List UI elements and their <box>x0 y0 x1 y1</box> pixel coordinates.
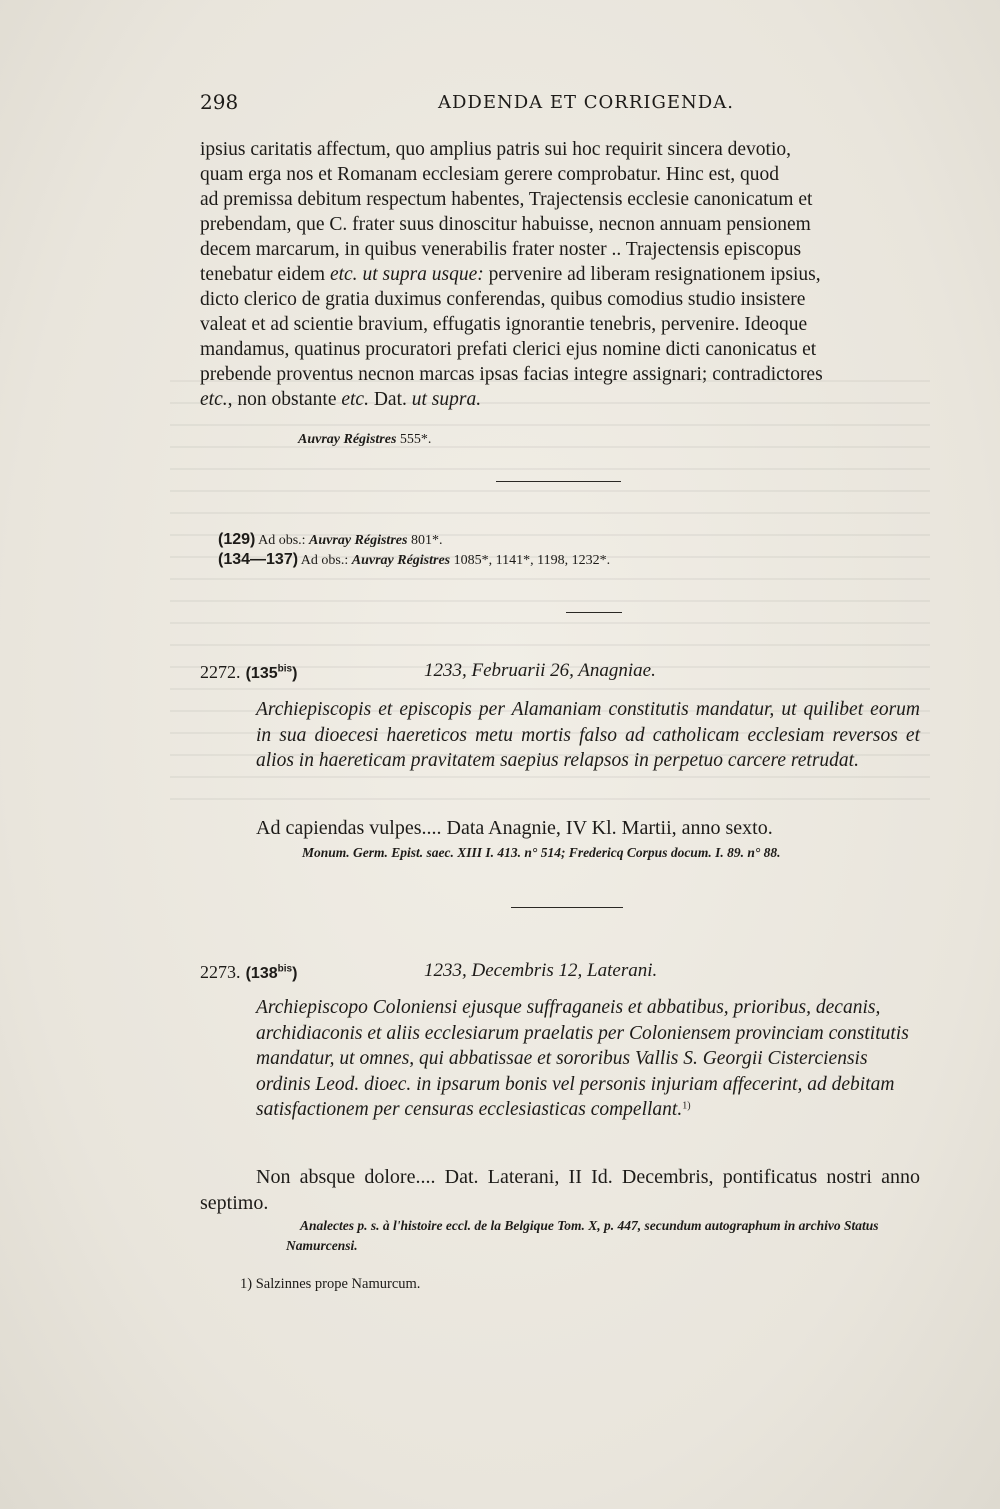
entry-2272-date: 1233, Februarii 26, Anagniae. <box>424 660 656 681</box>
text-run-italic: ut supra usque: <box>357 264 484 285</box>
entry-2273-heading <box>200 962 297 983</box>
entry-ref-main: (135 <box>245 665 278 682</box>
text-run: tenebatur eidem <box>200 264 330 285</box>
source-number: 555*. <box>396 432 432 447</box>
obs-prefix: Ad obs.: <box>298 553 352 568</box>
divider-rule <box>511 907 623 908</box>
entry-2272-source: Monum. Germ. Epist. saec. XIII I. 413. n° 514; Fredericq Corpus docum. I. 89. n° 88. <box>302 845 781 860</box>
entry-2272-incipit: Ad capiendas vulpes.... Data Anagnie, IV Kl. Martii, anno sexto. <box>256 817 773 839</box>
intro-line: valeat et ad scientie bravium, effugatis ignorantie tenebris, pervenire. Ideoque <box>200 314 808 335</box>
divider-rule <box>496 481 621 482</box>
divider-rule-short <box>566 612 622 613</box>
obs-refs: 801*. <box>407 533 443 548</box>
entry-2273-incipit: Non absque dolore.... Dat. Laterani, II Id. Decembris, pontificatus nostri anno septimo. <box>200 1166 920 1214</box>
text-run: Dat. <box>368 389 412 410</box>
obs-refs: 1085*, 1141*, 1198, 1232*. <box>450 553 611 568</box>
text-run-italic: etc. <box>200 389 228 410</box>
footnote-marker: 1) <box>682 1100 691 1112</box>
entry-ref-close: ) <box>292 965 298 982</box>
text-run: , non obstante <box>227 389 342 410</box>
obs-line-134 <box>218 551 610 569</box>
text-run-italic: ut supra. <box>411 389 482 410</box>
entry-2273-summary-block <box>256 995 920 1123</box>
running-title: ADDENDA ET CORRIGENDA. <box>438 92 734 113</box>
text-run-italic: etc. <box>341 389 369 410</box>
entry-ref-main: (138 <box>245 965 278 982</box>
obs-number: (134—137) <box>218 551 299 568</box>
intro-line-6 <box>200 262 920 287</box>
obs-line-129 <box>218 531 442 549</box>
text-run-italic: etc. <box>329 264 358 285</box>
footnote-mark: 1) <box>240 1276 253 1292</box>
obs-source: Auvray Régistres <box>351 553 451 568</box>
intro-line: decem marcarum, in quibus venerabilis frater noster .. Trajectensis episcopus <box>200 239 802 260</box>
intro-line: mandamus, quatinus procuratori prefati clerici ejus nomine dicti canonicatus et <box>200 339 817 360</box>
entry-2273-date: 1233, Decembris 12, Laterani. <box>424 960 658 981</box>
entry-ref <box>246 965 298 982</box>
obs-prefix: Ad obs.: <box>255 533 310 548</box>
intro-line: prebende proventus necnon marcas ipsas facias integre assignari; contradictores <box>200 364 823 385</box>
obs-number: (129) <box>218 531 256 548</box>
intro-line: prebendam, que C. frater suus dinoscitur habuisse, necnon annuam pensionem <box>200 214 811 235</box>
source-citation: Auvray Régistres <box>298 432 397 447</box>
entry-2273-summary: Archiepiscopo Coloniensi ejusque suffraganeis et abbatibus, prioribus, decanis, archidiaconis et aliis ecclesiarum praelatis per Coloniensem provinciam constitutis mandatur, ut omnes, qui abbatissae et sororibus Vallis S. Georgii Cisterciensis ordinis Leod. dioec. in ipsarum bonis vel personis injuriam affecerint, ad debitam satisfactionem per censuras ecclesiasticas compellant. <box>256 997 909 1120</box>
page-number: 298 <box>200 90 239 114</box>
footnote-text: Salzinnes prope Namurcum. <box>252 1276 421 1292</box>
intro-line: ad premissa debitum respectum habentes, Trajectensis ecclesie canonicatum et <box>200 189 813 210</box>
text-run: pervenire ad liberam resignationem ipsius, <box>483 264 821 285</box>
entry-ref-sup: bis <box>277 663 293 675</box>
footnote <box>240 1276 420 1293</box>
entry-ref <box>246 665 298 682</box>
entry-number: 2273. <box>200 962 241 982</box>
intro-line: ipsius caritatis affectum, quo amplius patris sui hoc requirit sincera devotio, <box>200 139 791 160</box>
obs-source: Auvray Régistres <box>309 533 408 548</box>
entry-2272-summary: Archiepiscopis et episcopis per Alamaniam constitutis mandatur, ut quilibet eorum in sua dioecesi haereticos metu mortis falso ad catholicam ecclesiam reversos et alios in haereticam pravitatem saepius relapsos in perpetuo carcere retrudat. <box>256 699 920 771</box>
intro-source <box>298 432 431 448</box>
entry-ref-close: ) <box>292 665 298 682</box>
intro-line: quam erga nos et Romanam ecclesiam gerere comprobatur. Hinc est, quod <box>200 164 780 185</box>
entry-2272-heading <box>200 662 297 683</box>
entry-ref-sup: bis <box>277 963 293 975</box>
intro-paragraph <box>200 137 920 412</box>
entry-2273-source: Analectes p. s. à l'histoire eccl. de la Belgique Tom. X, p. 447, secundum autographum in archivo Status Namurcensi. <box>286 1218 879 1253</box>
entry-number: 2272. <box>200 662 241 682</box>
intro-last-line <box>200 387 920 412</box>
intro-line: dicto clerico de gratia duximus conferendas, quibus comodius studio insistere <box>200 289 806 310</box>
